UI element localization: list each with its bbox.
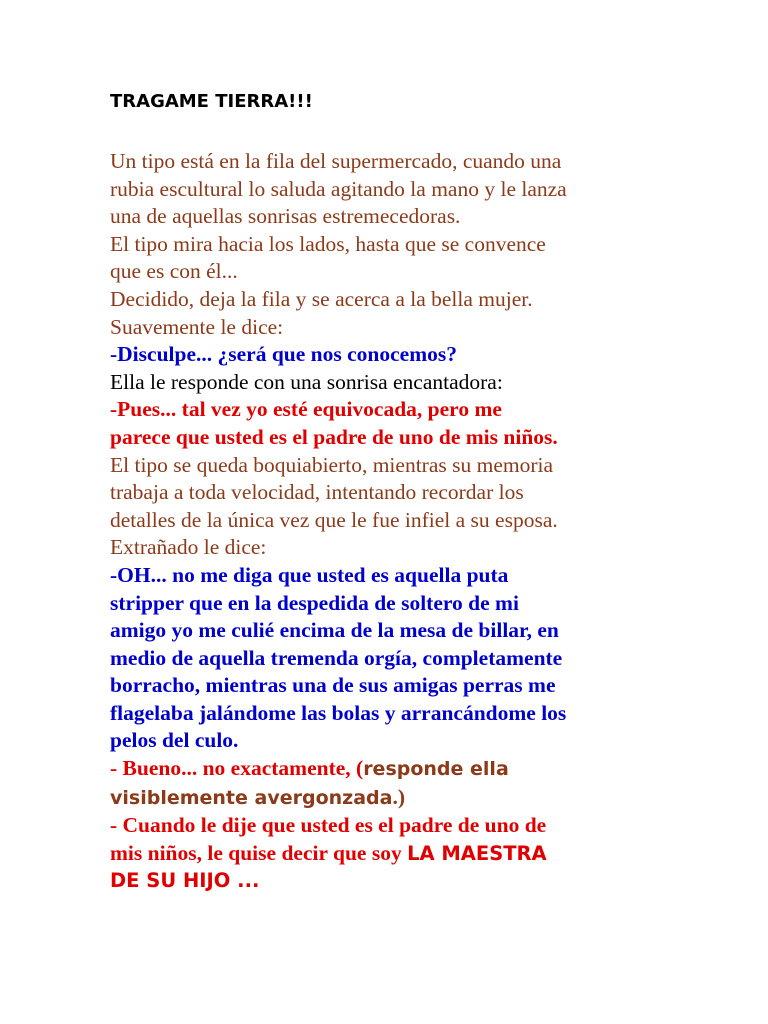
- story-line: detalles de la única vez que le fue infiel a su esposa.: [110, 507, 558, 532]
- dialogue-him: pelos del culo.: [110, 728, 239, 753]
- dialogue-her: -Pues... tal vez yo esté equivocada, pero me: [110, 397, 502, 422]
- stage-direction-close: .): [392, 784, 406, 809]
- dialogue-her: parece que usted es el padre de uno de mis niños.: [110, 424, 558, 449]
- story-line: Extrañado le dice:: [110, 535, 267, 560]
- story-line: Ella le responde con una sonrisa encantadora:: [110, 369, 503, 394]
- punchline: DE SU HIJO ...: [110, 869, 260, 893]
- dialogue-him: -Disculpe... ¿será que nos conocemos?: [110, 342, 457, 367]
- story-body: [110, 148, 710, 895]
- dialogue-her: - Bueno... no exactamente, (: [110, 756, 364, 781]
- dialogue-her: mis niños, le quise decir que soy: [110, 840, 408, 865]
- story-line: Suavemente le dice:: [110, 314, 284, 339]
- story-line: trabaja a toda velocidad, intentando recordar los: [110, 480, 524, 505]
- document-title: TRAGAME TIERRA!!!: [110, 91, 313, 112]
- dialogue-him: medio de aquella tremenda orgía, completamente: [110, 645, 563, 670]
- dialogue-her-line: [110, 840, 710, 868]
- story-line: que es con él...: [110, 259, 238, 284]
- stage-direction: responde ella: [363, 758, 509, 781]
- story-line: El tipo mira hacia los lados, hasta que se convence: [110, 231, 546, 256]
- story-line: rubia escultural lo saluda agitando la mano y le lanza: [110, 176, 567, 201]
- story-line: una de aquellas sonrisas estremecedoras.: [110, 204, 461, 229]
- dialogue-him: amigo yo me culié encima de la mesa de billar, en: [110, 618, 559, 643]
- story-line: Un tipo está en la fila del supermercado, cuando una: [110, 149, 562, 173]
- dialogue-him: -OH... no me diga que usted es aquella puta: [110, 562, 509, 587]
- story-line: Decidido, deja la fila y se acerca a la bella mujer.: [110, 286, 533, 311]
- dialogue-him: borracho, mientras una de sus amigas perras me: [110, 673, 556, 698]
- document-page: [110, 88, 710, 895]
- dialogue-him: stripper que en la despedida de soltero de mi: [110, 590, 519, 615]
- stage-direction: visiblemente avergonzada: [110, 786, 393, 809]
- stage-direction-line: [110, 784, 710, 813]
- dialogue-her: - Cuando le dije que usted es el padre de uno de: [110, 813, 547, 838]
- dialogue-her-line: [110, 755, 710, 784]
- dialogue-him: flagelaba jalándome las bolas y arrancándome los: [110, 700, 567, 725]
- punchline: LA MAESTRA: [407, 841, 547, 865]
- story-line: El tipo se queda boquiabierto, mientras su memoria: [110, 452, 554, 477]
